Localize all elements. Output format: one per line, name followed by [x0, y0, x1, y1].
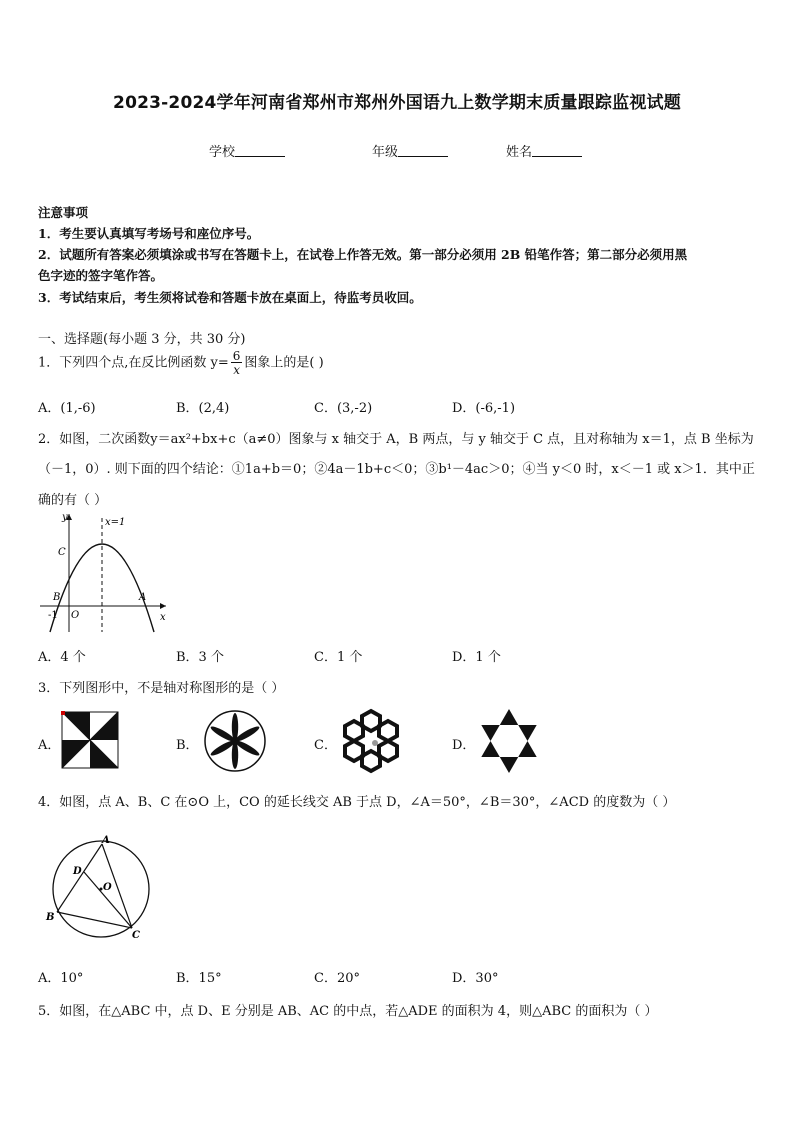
pinwheel-figure — [60, 710, 120, 770]
q3-option-a-label: A． — [38, 738, 61, 753]
q1-frac-num: 6 — [232, 349, 241, 363]
q2-option-d: D．1 个 — [452, 650, 501, 665]
label-a: A — [102, 835, 110, 846]
q2-parabola-graph — [36, 508, 176, 636]
star-of-david-figure — [476, 706, 542, 776]
q2-line-1: 2．如图，二次函数y＝ax²+bx+c（a≠0）图象与 x 轴交于 A，B 两点，与 y 轴交于 C 点，且对称轴为 x＝1，点 B 坐标为 — [38, 432, 754, 447]
q4-option-c: C．20° — [314, 971, 360, 986]
q1-suffix: 图象上的是( ) — [244, 355, 324, 371]
label-o: O — [103, 882, 112, 893]
q4-option-b: B．15° — [176, 971, 222, 986]
x-label: x — [160, 612, 166, 623]
school-blank — [235, 144, 285, 157]
x-axis-arrow — [160, 603, 166, 609]
school-field — [209, 141, 285, 160]
q2-line-3: 确的有（ ） — [38, 493, 108, 508]
q2-line-2: （－1，0）. 则下面的四个结论：①1a+b＝0；②4a－1b+c＜0；③b¹－4ac＞0；④当 y＜0 时，x＜－1 或 x＞1．其中正 — [38, 462, 755, 477]
grade-field — [372, 141, 448, 160]
q1-option-a: A．(1,-6) — [38, 401, 96, 416]
label-d: D — [73, 866, 82, 877]
name-field — [506, 141, 582, 160]
notice-heading: 注意事项 — [38, 205, 89, 220]
q2-option-b: B．3 个 — [176, 650, 224, 665]
q3-option-d-label: D． — [452, 738, 476, 753]
q4-option-a: A．10° — [38, 971, 84, 986]
q2-option-c: C．1 个 — [314, 650, 363, 665]
notice-item-1: 1．考生要认真填写考场号和座位序号。 — [38, 226, 260, 241]
label-c: C — [132, 930, 140, 941]
q3-option-b-label: B． — [176, 738, 199, 753]
q3-option-c-label: C． — [314, 738, 337, 753]
grade-blank — [398, 144, 448, 157]
question-5: 5．如图，在△ABC 中，点 D、E 分别是 AB、AC 的中点，若△ADE 的面积为 4，则△ABC 的面积为（ ） — [38, 1004, 658, 1019]
school-label: 学校 — [209, 145, 236, 160]
grade-label: 年级 — [372, 145, 399, 160]
q2-option-a: A．4 个 — [38, 650, 86, 665]
q1-prefix: 1．下列四个点,在反比例函数 y= — [38, 355, 229, 371]
q1-frac-den: x — [233, 363, 240, 377]
notice-item-2-line-2: 色字迹的签字笔作答。 — [38, 268, 164, 283]
question-1 — [38, 350, 324, 376]
origin-label: O — [71, 610, 80, 621]
q4-option-d: D．30° — [452, 971, 499, 986]
q4-circle-figure — [42, 832, 160, 942]
question-4: 4．如图，点 A、B、C 在⊙O 上，CO 的延长线交 AB 于点 D，∠A＝50°，∠B＝30°，∠ACD 的度数为（ ） — [38, 795, 676, 810]
q1-option-b: B．(2,4) — [176, 401, 230, 416]
q1-option-d: D．(-6,-1) — [452, 401, 516, 416]
name-label: 姓名 — [506, 145, 533, 160]
point-a-label: A — [139, 592, 147, 603]
flower-circle-figure — [203, 709, 267, 773]
q1-fraction — [231, 350, 243, 376]
q1-option-c: C．(3,-2) — [314, 401, 373, 416]
point-b-label: B — [53, 592, 61, 603]
section-heading: 一、选择题(每小题 3 分，共 30 分) — [38, 332, 246, 347]
notice-item-2-line-1: 2．试题所有答案必须填涂或书写在答题卡上，在试卷上作答无效。第一部分必须用 2B 铅笔作答；第二部分必须用黑 — [38, 247, 688, 262]
question-3: 3．下列图形中，不是轴对称图形的是（ ） — [38, 681, 285, 696]
notice-item-3: 3．考试结束后，考生须将试卷和答题卡放在桌面上，待监考员收回。 — [38, 290, 422, 305]
chord-ab — [57, 844, 102, 912]
label-b: B — [46, 912, 55, 923]
point-c-label: C — [58, 547, 66, 558]
y-label: y — [62, 512, 68, 523]
exam-title: 2023-2024学年河南省郑州市郑州外国语九上数学期末质量跟踪监视试题 — [113, 93, 681, 113]
neg-one-label: -1 — [48, 610, 58, 621]
hexagon-ring-figure — [336, 708, 406, 774]
symmetry-label: x=1 — [105, 517, 126, 528]
name-blank — [532, 144, 582, 157]
